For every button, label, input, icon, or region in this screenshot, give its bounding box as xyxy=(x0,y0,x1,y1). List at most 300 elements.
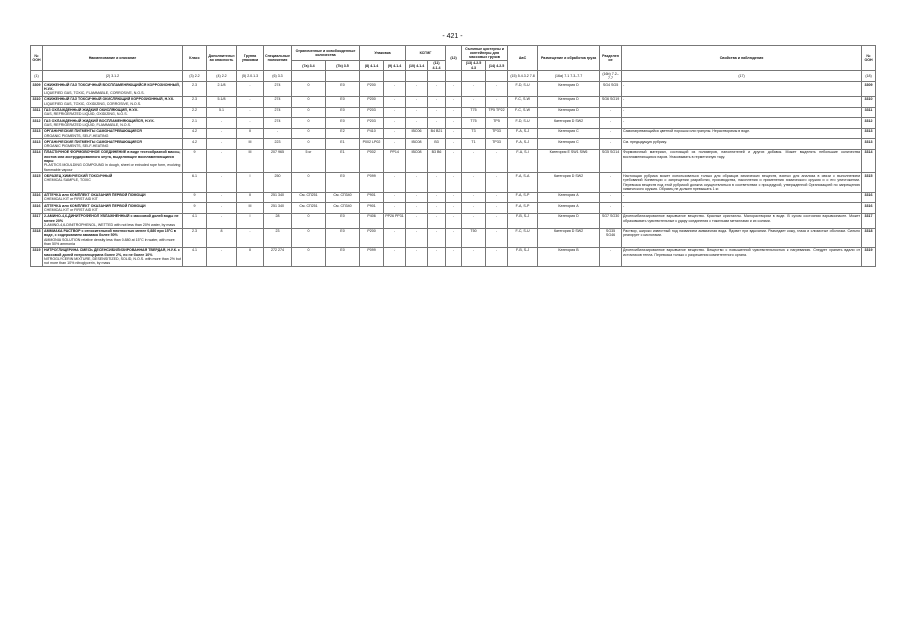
cell-ibc-instruction: IBC08 xyxy=(406,139,428,150)
cell-segregation: SG6 SG19 xyxy=(600,96,622,107)
header-limited: Ограниченные и освобожденные количества xyxy=(292,46,360,61)
cell-limited-qty: 0 xyxy=(292,118,326,129)
cell-un: 3315 xyxy=(31,173,43,192)
cell-stowage: Категория B xyxy=(538,247,600,266)
cell-stowage: Категория C xyxy=(538,139,600,150)
cell-tank-instruction: - xyxy=(462,149,486,172)
name-english: AMMONIA SOLUTION relative density less than 0.880 at 15°C in water, with more than 50% ammonia xyxy=(44,237,175,247)
cell-ibc-instruction: IBC08 xyxy=(406,149,428,172)
colnum-2: (2) 3.1.2 xyxy=(43,71,183,82)
cell-subsidiary: - xyxy=(207,118,237,129)
cell-tank-provision: TP5 xyxy=(486,118,508,129)
cell-tank-provision: - xyxy=(486,173,508,192)
header-limited-a: (7a) 3.4 xyxy=(292,60,326,71)
cell-ems: F-C, S-U xyxy=(508,228,538,247)
cell-un: 3311 xyxy=(31,107,43,118)
cell-un-right: 3309 xyxy=(862,82,876,97)
cell-properties: - xyxy=(622,107,862,118)
cell-excepted-qty: E0 xyxy=(326,96,360,107)
cell-ems: F-A, S-J xyxy=(508,128,538,139)
cell-tank-instruction: - xyxy=(462,96,486,107)
cell-properties: Десенсибилизированное взрывчатое вещество. Вещество с повышенной чувствительностью к нагреванию. Следует хранить вдали от источников тепла. Перевозка только с разрешения компетентного органа. xyxy=(622,247,862,266)
cell-ibc-provision: - xyxy=(428,192,446,203)
cell-ibc-instruction: - xyxy=(406,228,428,247)
cell-name xyxy=(43,139,183,150)
cell-un: 3314 xyxy=(31,149,43,172)
colnum-13 xyxy=(462,71,486,82)
cell-packing-provision: - xyxy=(384,107,406,118)
cell-excepted-qty: E0 xyxy=(326,173,360,192)
cell-special-provisions: 274 xyxy=(264,107,292,118)
cell-excepted-qty: E0 xyxy=(326,247,360,266)
cell-excepted-qty: E0 xyxy=(326,107,360,118)
cell-name xyxy=(43,203,183,214)
colnum-10 xyxy=(406,71,428,82)
cell-tank-provision: - xyxy=(486,192,508,203)
header-pg: Группа упаковки xyxy=(237,46,264,71)
name-russian: ОБРАЗЕЦ ХИМИЧЕСКИЙ ТОКСИЧНЫЙ xyxy=(44,173,113,178)
header-un-right: № ООН xyxy=(862,46,876,71)
cell-subsidiary: 5.1/8 xyxy=(207,96,237,107)
cell-name xyxy=(43,149,183,172)
cell-packing-instruction: P200 xyxy=(360,228,384,247)
cell-name xyxy=(43,128,183,139)
cell-ems: F-D, S-U xyxy=(508,82,538,97)
cell-packing-instruction: P410 xyxy=(360,128,384,139)
cell-ems: F-D, S-U xyxy=(508,118,538,129)
cell-un: 3317 xyxy=(31,213,43,228)
colnum-15: (15) 5.4.3.2 7.8 xyxy=(508,71,538,82)
cell-special-provisions: 251 340 xyxy=(264,192,292,203)
name-english: ORGANIC PIGMENTS, SELF-HEATING xyxy=(44,133,109,138)
header-ibc: КСГМГ xyxy=(406,46,446,61)
cell-packing-instruction: P901 xyxy=(360,203,384,214)
cell-properties: Десенсибилизированное взрывчатое вещество. Красные кристаллы. Малорастворим в воде. В сухом состоянии взрывоопасен. Может образовывать чувствительные к удару соединения с тяжелыми металлами и их солями. xyxy=(622,213,862,228)
cell-col12: - xyxy=(446,128,462,139)
cell-ibc-provision: - xyxy=(428,213,446,228)
cell-stowage: Категория E SW1 SW6 xyxy=(538,149,600,172)
table-row xyxy=(31,96,876,107)
page-number: - 421 - xyxy=(442,33,463,40)
colnum-7a xyxy=(292,71,326,82)
header-subsidiary: Дополнительная опасность xyxy=(207,46,237,71)
cell-packing-instruction: P002 xyxy=(360,149,384,172)
cell-col12: - xyxy=(446,213,462,228)
cell-ems: F-B, S-J xyxy=(508,247,538,266)
dangerous-goods-table xyxy=(30,45,876,267)
table-row xyxy=(31,192,876,203)
cell-ibc-provision: - xyxy=(428,118,446,129)
table-row xyxy=(31,203,876,214)
cell-packing-instruction: P203 xyxy=(360,107,384,118)
name-russian: 2-АМИНО-4,6-ДИНИТРОФЕНОЛ УВЛАЖНЕННЫЙ с массовой долей воды не менее 20% xyxy=(44,214,179,223)
cell-un-right: 3318 xyxy=(862,228,876,247)
cell-packing-provision: - xyxy=(384,203,406,214)
cell-class: 4.2 xyxy=(183,139,207,150)
cell-ibc-instruction: - xyxy=(406,203,428,214)
cell-stowage: Категория D xyxy=(538,96,600,107)
cell-col12: - xyxy=(446,82,462,97)
cell-excepted-qty: E0 xyxy=(326,82,360,97)
name-russian: ГАЗ ОХЛАЖДЕННЫЙ ЖИДКИЙ ОКИСЛЯЮЩИЙ, Н.У.К. xyxy=(44,108,139,113)
table-row xyxy=(31,128,876,139)
cell-class: 2.2 xyxy=(183,107,207,118)
cell-class: 9 xyxy=(183,203,207,214)
cell-col12: - xyxy=(446,107,462,118)
header-limited-b: (7b) 3.5 xyxy=(326,60,360,71)
cell-segregation: SG4 SG5 xyxy=(600,82,622,97)
cell-special-provisions: 251 340 xyxy=(264,203,292,214)
header-pack-special: (9) 4.1.4 xyxy=(384,60,406,71)
cell-col12: - xyxy=(446,203,462,214)
cell-un-right: 3316 xyxy=(862,192,876,203)
cell-packing-provision: - xyxy=(384,96,406,107)
cell-excepted-qty: См. СП340 xyxy=(326,192,360,203)
cell-packing-instruction: P002 LP02 xyxy=(360,139,384,150)
colnum-9 xyxy=(384,71,406,82)
cell-packing-instruction: P200 xyxy=(360,96,384,107)
cell-packing-group: I xyxy=(237,213,264,228)
cell-segregation: SG35 SG46 xyxy=(600,228,622,247)
cell-ems: F-A, S-J xyxy=(508,139,538,150)
cell-tank-instruction: T1 xyxy=(462,139,486,150)
cell-un-right: 3313 xyxy=(862,139,876,150)
table-body xyxy=(31,82,876,267)
cell-special-provisions: 272 274 xyxy=(264,247,292,266)
cell-un: 3316 xyxy=(31,203,43,214)
cell-ems: F-A, S-P xyxy=(508,192,538,203)
table-row xyxy=(31,247,876,266)
cell-packing-provision: - xyxy=(384,247,406,266)
name-russian: ОРГАНИЧЕСКИЕ ПИГМЕНТЫ САМОНАГРЕВАЮЩИЕСЯ xyxy=(44,129,142,134)
cell-un-right: 3311 xyxy=(862,107,876,118)
header-pack-instr: (8) 4.1.4 xyxy=(360,60,384,71)
cell-packing-provision: - xyxy=(384,82,406,97)
name-english: CHEMICAL SAMPLE, TOXIC xyxy=(44,178,91,183)
cell-ibc-provision: - xyxy=(428,203,446,214)
cell-un: 3310 xyxy=(31,96,43,107)
cell-limited-qty: См. СП251 xyxy=(292,192,326,203)
name-english: GAS, REFRIGERATED LIQUID, OXIDIZING, N.O.S. xyxy=(44,112,128,117)
cell-segregation: - xyxy=(600,203,622,214)
cell-un-right: 3316 xyxy=(862,203,876,214)
cell-tank-instruction: T3 xyxy=(462,128,486,139)
name-english: NITROGLYCERIN MIXTURE, DESENSITIZED, SOLID, N.O.S. with more than 2% but not more than 10% nitroglycerin, by mass xyxy=(44,256,181,266)
cell-name xyxy=(43,96,183,107)
cell-stowage: Категория C xyxy=(538,128,600,139)
cell-properties: См. предыдущую рубрику. xyxy=(622,139,862,150)
colnum-5: (5) 2.0.1.3 xyxy=(237,71,264,82)
cell-stowage: Категория D xyxy=(538,213,600,228)
cell-properties: - xyxy=(622,118,862,129)
cell-col12: - xyxy=(446,149,462,172)
colnum-12 xyxy=(446,71,462,82)
cell-col12: - xyxy=(446,228,462,247)
header-ems: АвС xyxy=(508,46,538,71)
cell-col12: - xyxy=(446,96,462,107)
cell-un: 3313 xyxy=(31,128,43,139)
table-row xyxy=(31,107,876,118)
cell-ibc-instruction: - xyxy=(406,107,428,118)
name-russian: АПТЕЧКА или КОМПЛЕКТ ОКАЗАНИЯ ПЕРВОЙ ПОМОЩИ xyxy=(44,193,146,198)
cell-un-right: 3313 xyxy=(862,128,876,139)
cell-ibc-instruction: IBC06 xyxy=(406,128,428,139)
cell-stowage: Категория A xyxy=(538,203,600,214)
cell-stowage: Категория D xyxy=(538,107,600,118)
cell-col12: - xyxy=(446,192,462,203)
cell-subsidiary: 8 xyxy=(207,228,237,247)
colnum-16a: (16a) 7.1 7.3–7.7 xyxy=(538,71,600,82)
cell-tank-provision: - xyxy=(486,149,508,172)
cell-ems: F-A, S-P xyxy=(508,203,538,214)
cell-tank-provision: - xyxy=(486,82,508,97)
name-english: PLASTICS MOULDING COMPOUND in dough, sheet or extruded rope form, evolving flammable vapour xyxy=(44,163,181,172)
cell-class: 4.1 xyxy=(183,213,207,228)
cell-packing-instruction: P099 xyxy=(360,173,384,192)
cell-special-provisions: 274 xyxy=(264,118,292,129)
cell-un: 3312 xyxy=(31,118,43,129)
cell-segregation: - xyxy=(600,128,622,139)
header-name: Наименование и описание xyxy=(43,46,183,71)
cell-properties: - xyxy=(622,192,862,203)
cell-class: 2.3 xyxy=(183,96,207,107)
cell-stowage: Категория A xyxy=(538,192,600,203)
cell-un-right: 3314 xyxy=(862,149,876,172)
cell-segregation: - xyxy=(600,107,622,118)
cell-stowage: Категория D SW2 xyxy=(538,118,600,129)
cell-segregation: - xyxy=(600,173,622,192)
colnum-18: (18) xyxy=(862,71,876,82)
cell-ibc-instruction: - xyxy=(406,82,428,97)
cell-segregation: - xyxy=(600,139,622,150)
cell-special-provisions: 23 xyxy=(264,228,292,247)
table-row xyxy=(31,118,876,129)
cell-ibc-instruction: - xyxy=(406,173,428,192)
cell-properties: Самонагревающийся цветной порошок или гранулы. Нерастворимы в воде. xyxy=(622,128,862,139)
cell-un-right: 3319 xyxy=(862,247,876,266)
table-row xyxy=(31,228,876,247)
cell-ibc-provision: - xyxy=(428,228,446,247)
table-row xyxy=(31,139,876,150)
cell-name xyxy=(43,247,183,266)
cell-excepted-qty: E2 xyxy=(326,128,360,139)
cell-ems: F-C, S-W xyxy=(508,107,538,118)
name-russian: НИТРОГЛИЦЕРИНА СМЕСЬ ДЕСЕНСИБИЛИЗИРОВАННАЯ ТВЕРДАЯ, Н.У.К. с массовой долей нитроглицерина более 2%, но не более 10% xyxy=(44,248,180,257)
cell-col12: - xyxy=(446,173,462,192)
cell-excepted-qty: E0 xyxy=(326,118,360,129)
cell-subsidiary: - xyxy=(207,203,237,214)
header-segregation: Разделение xyxy=(600,46,622,71)
header-properties: Свойства и наблюдения xyxy=(622,46,862,71)
cell-class: 9 xyxy=(183,192,207,203)
cell-ibc-provision: B3 B6 xyxy=(428,149,446,172)
cell-limited-qty: 0 xyxy=(292,228,326,247)
cell-tank-instruction: - xyxy=(462,247,486,266)
cell-name xyxy=(43,192,183,203)
cell-excepted-qty: E0 xyxy=(326,213,360,228)
cell-ems: F-C, S-W xyxy=(508,96,538,107)
cell-packing-provision: - xyxy=(384,139,406,150)
name-russian: СЖИЖЕННЫЙ ГАЗ ТОКСИЧНЫЙ ВОСПЛАМЕНЯЮЩИЙСЯ КОРРОЗИОННЫЙ, Н.У.К. xyxy=(44,82,180,91)
cell-ibc-provision: - xyxy=(428,96,446,107)
cell-packing-provision: PP26 PP31 xyxy=(384,213,406,228)
cell-excepted-qty: E1 xyxy=(326,139,360,150)
header-un: № ООН xyxy=(31,46,43,71)
cell-tank-instruction: T50 xyxy=(462,228,486,247)
cell-limited-qty: 0 xyxy=(292,247,326,266)
cell-class: 6.1 xyxy=(183,173,207,192)
cell-properties: Раствор, широко известный под названием аммиачная вода. Ядовит при вдыхании. Разъедает кожу, глаза и слизистые оболочки. Сильно реагирует с кислотами. xyxy=(622,228,862,247)
cell-packing-provision: - xyxy=(384,228,406,247)
cell-col12: - xyxy=(446,247,462,266)
cell-packing-provision: - xyxy=(384,128,406,139)
cell-tank-provision: - xyxy=(486,213,508,228)
column-number-row xyxy=(31,71,876,82)
colnum-17: (17) xyxy=(622,71,862,82)
name-russian: ГАЗ ОХЛАЖДЕННЫЙ ЖИДКИЙ ВОСПЛАМЕНЯЮЩИЙСЯ, Н.У.К. xyxy=(44,118,155,123)
header-sp: Специальные положения xyxy=(264,46,292,71)
cell-subsidiary: - xyxy=(207,128,237,139)
colnum-4: (4) 2.2 xyxy=(207,71,237,82)
cell-limited-qty: 0 xyxy=(292,139,326,150)
cell-ibc-instruction: - xyxy=(406,118,428,129)
cell-ibc-instruction: - xyxy=(406,192,428,203)
cell-subsidiary: 5.1 xyxy=(207,107,237,118)
cell-col12: - xyxy=(446,118,462,129)
name-english: LIQUEFIED GAS, TOXIC, FLAMMABLE, CORROSIVE, N.O.S. xyxy=(44,91,145,96)
cell-col12: - xyxy=(446,139,462,150)
cell-tank-instruction: T75 xyxy=(462,107,486,118)
cell-special-provisions: - xyxy=(264,128,292,139)
cell-tank-instruction: - xyxy=(462,173,486,192)
cell-limited-qty: 0 xyxy=(292,213,326,228)
cell-tank-provision: TP33 xyxy=(486,139,508,150)
cell-special-provisions: 223 xyxy=(264,139,292,150)
cell-special-provisions: 274 xyxy=(264,82,292,97)
cell-excepted-qty: См. СП340 xyxy=(326,203,360,214)
cell-subsidiary: 2.1/8 xyxy=(207,82,237,97)
cell-ibc-provision: - xyxy=(428,173,446,192)
cell-tank-instruction: T75 xyxy=(462,118,486,129)
cell-ems: F-A, S-A xyxy=(508,173,538,192)
colnum-11 xyxy=(428,71,446,82)
cell-subsidiary: - xyxy=(207,149,237,172)
cell-stowage: Категория D xyxy=(538,82,600,97)
cell-name xyxy=(43,82,183,97)
cell-limited-qty: 0 xyxy=(292,82,326,97)
cell-subsidiary: - xyxy=(207,173,237,192)
cell-special-provisions: 207 965 xyxy=(264,149,292,172)
cell-packing-provision: - xyxy=(384,173,406,192)
cell-un-right: 3310 xyxy=(862,96,876,107)
cell-segregation: - xyxy=(600,118,622,129)
cell-tank-provision: - xyxy=(486,96,508,107)
cell-tank-provision: TP5 TP22 xyxy=(486,107,508,118)
cell-name xyxy=(43,213,183,228)
header-packing: Упаковка xyxy=(360,46,406,61)
table-row xyxy=(31,82,876,97)
cell-subsidiary: - xyxy=(207,247,237,266)
cell-segregation: SG5 SG14 xyxy=(600,149,622,172)
name-english: ORGANIC PIGMENTS, SELF-HEATING xyxy=(44,144,109,149)
cell-excepted-qty: E0 xyxy=(326,228,360,247)
name-russian: ПЛАСТИЧНОЕ ФОРМОВОЧНОЕ СОЕДИНЕНИЕ в виде тестообразной массы, листов или экструдированного жгута, выделяющее воспламеняющиеся пары xyxy=(44,150,181,164)
name-russian: АММИАКА РАСТВОР с относительной плотностью менее 0,880 при 15°C в воде, с содержанием аммиака более 50% xyxy=(44,229,176,238)
cell-tank-instruction: - xyxy=(462,192,486,203)
cell-un: 3316 xyxy=(31,192,43,203)
cell-un: 3309 xyxy=(31,82,43,97)
cell-packing-instruction: P406 xyxy=(360,213,384,228)
name-english: CHEMICAL KIT or FIRST AID KIT xyxy=(44,208,98,212)
name-russian: СЖИЖЕННЫЙ ГАЗ ТОКСИЧНЫЙ ОКИСЛЯЮЩИЙ КОРРОЗИОННЫЙ, Н.У.К. xyxy=(44,97,175,102)
cell-segregation: - xyxy=(600,247,622,266)
cell-packing-group: - xyxy=(237,228,264,247)
table-row xyxy=(31,173,876,192)
header-ibc-instr: (10) 4.1.4 xyxy=(406,60,428,71)
cell-ibc-provision: - xyxy=(428,247,446,266)
colnum-3: (3) 2.2 xyxy=(183,71,207,82)
cell-name xyxy=(43,173,183,192)
cell-name xyxy=(43,107,183,118)
cell-excepted-qty: E1 xyxy=(326,149,360,172)
colnum-6: (6) 3.3 xyxy=(264,71,292,82)
cell-limited-qty: 0 xyxy=(292,173,326,192)
cell-tank-provision: - xyxy=(486,247,508,266)
cell-packing-group: - xyxy=(237,107,264,118)
cell-ibc-instruction: - xyxy=(406,96,428,107)
cell-subsidiary: - xyxy=(207,213,237,228)
cell-packing-group: III xyxy=(237,149,264,172)
cell-packing-group: I xyxy=(237,173,264,192)
cell-class: 4.1 xyxy=(183,247,207,266)
cell-properties: - xyxy=(622,82,862,97)
cell-packing-group: - xyxy=(237,118,264,129)
cell-packing-group: II xyxy=(237,192,264,203)
table-row xyxy=(31,213,876,228)
cell-packing-provision: PP14 xyxy=(384,149,406,172)
colnum-16b: (16b) 7.2–7.7 xyxy=(600,71,622,82)
header-tank: Съемные цистерны и контейнеры для массовых грузов xyxy=(462,46,508,61)
cell-special-provisions: 274 xyxy=(264,96,292,107)
colnum-7b xyxy=(326,71,360,82)
cell-ibc-provision: B3 xyxy=(428,139,446,150)
cell-subsidiary: - xyxy=(207,139,237,150)
name-russian: АПТЕЧКА или КОМПЛЕКТ ОКАЗАНИЯ ПЕРВОЙ ПОМОЩИ xyxy=(44,203,146,208)
cell-name xyxy=(43,118,183,129)
cell-packing-provision: - xyxy=(384,192,406,203)
cell-stowage: Категория D SW2 xyxy=(538,228,600,247)
cell-limited-qty: 0 xyxy=(292,128,326,139)
header-class: Класс xyxy=(183,46,207,71)
cell-un-right: 3317 xyxy=(862,213,876,228)
cell-ibc-instruction: - xyxy=(406,213,428,228)
cell-tank-provision: TP33 xyxy=(486,128,508,139)
cell-packing-group: - xyxy=(237,96,264,107)
cell-class: 2.3 xyxy=(183,228,207,247)
cell-ibc-instruction: - xyxy=(406,247,428,266)
cell-ibc-provision: - xyxy=(428,107,446,118)
cell-segregation: SG7 SG30 xyxy=(600,213,622,228)
header-tank-prov: (14) 4.2.5 xyxy=(486,60,508,71)
cell-un: 3318 xyxy=(31,228,43,247)
cell-subsidiary: - xyxy=(207,192,237,203)
cell-limited-qty: 0 xyxy=(292,96,326,107)
name-english: GAS, REFRIGERATED LIQUID, FLAMMABLE, N.O.S. xyxy=(44,122,131,127)
cell-ibc-provision: B4 B21 xyxy=(428,128,446,139)
cell-properties: - xyxy=(622,96,862,107)
cell-special-provisions: 250 xyxy=(264,173,292,192)
cell-limited-qty: 0 xyxy=(292,107,326,118)
